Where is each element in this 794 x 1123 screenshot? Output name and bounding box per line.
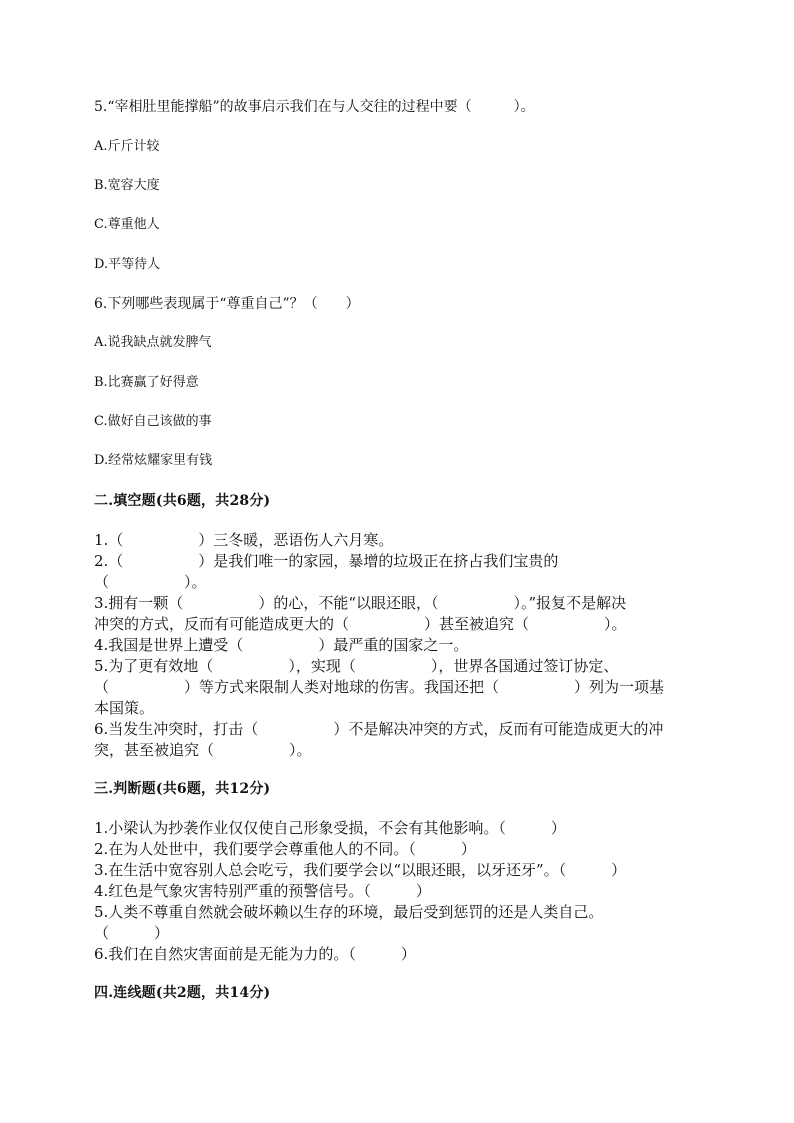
question-5-option-a: A.斤斤计较: [94, 139, 160, 154]
question-6-option-a: A.说我缺点就发脾气: [94, 335, 212, 350]
question-5-option-d: D.平等待人: [94, 257, 161, 272]
question-5-option-b: B.宽容大度: [94, 178, 160, 193]
judge-line-4: 4.红色是气象灾害特别严重的预警信号。（ ）: [94, 882, 431, 900]
fill-line-8: （ ）等方式来限制人类对地球的伤害。我国还把（ ）列为一项基: [94, 678, 665, 696]
question-5-option-c: C.尊重他人: [94, 217, 160, 232]
fill-line-7: 5.为了更有效地（ ），实现（ ），世界各国通过签订协定、: [94, 657, 619, 675]
fill-line-5: 冲突的方式，反而有可能造成更大的（ ）甚至被追究（ ）。: [94, 615, 627, 633]
fill-line-11: 突，甚至被追究（ ）。: [94, 741, 312, 759]
fill-section-title: 二.填空题(共6题，共28分): [94, 493, 271, 509]
judge-line-2: 2.在为人处世中，我们要学会尊重他人的不同。（ ）: [94, 840, 476, 858]
fill-line-2: 2.（ ）是我们唯一的家园，暴增的垃圾正在挤占我们宝贵的: [94, 552, 559, 570]
question-6-stem: 6.下列哪些表现属于“尊重自己”？（ ）: [94, 296, 360, 312]
question-5-stem: 5.“宰相肚里能撑船”的故事启示我们在与人交往的过程中要（ ）。: [94, 99, 535, 115]
question-6-option-d: D.经常炫耀家里有钱: [94, 453, 213, 468]
fill-line-6: 4.我国是世界上遭受（ ）最严重的国家之一。: [94, 636, 469, 654]
judge-line-1: 1.小梁认为抄袭作业仅仅使自己形象受损，不会有其他影响。（ ）: [94, 819, 566, 837]
fill-line-10: 6.当发生冲突时，打击（ ）不是解决冲突的方式，反而有可能造成更大的冲: [94, 720, 664, 738]
fill-line-1: 1.（ ）三冬暖，恶语伤人六月寒。: [94, 531, 394, 549]
fill-line-4: 3.拥有一颗（ ）的心，不能“以眼还眼，（ ）。”报复不是解决: [94, 594, 627, 612]
judge-line-6: （ ）: [94, 924, 170, 942]
judge-section-title: 三.判断题(共6题，共12分): [94, 781, 271, 797]
judge-line-7: 6.我们在自然灾害面前是无能为力的。（ ）: [94, 945, 416, 963]
fill-line-3: （ ）。: [94, 573, 207, 591]
fill-line-9: 本国策。: [94, 699, 155, 717]
judge-line-5: 5.人类不尊重自然就会破坏赖以生存的环境，最后受到惩罚的还是人类自己。: [94, 903, 604, 921]
question-6-option-b: B.比赛赢了好得意: [94, 375, 199, 390]
question-6-option-c: C.做好自己该做的事: [94, 414, 212, 429]
match-section-title: 四.连线题(共2题，共14分): [94, 985, 271, 1001]
judge-line-3: 3.在生活中宽容别人总会吃亏，我们要学会以“以眼还眼，以牙还牙”。（ ）: [94, 861, 627, 879]
